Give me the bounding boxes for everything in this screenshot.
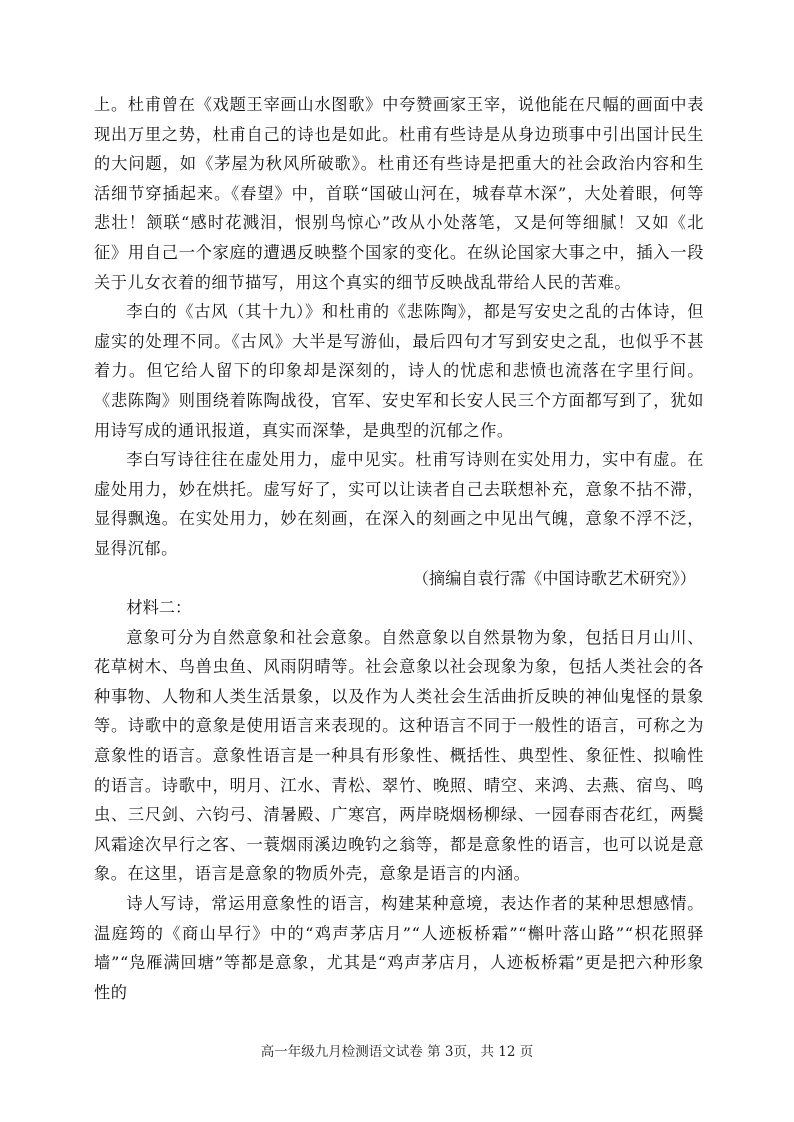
page-footer: 高一年级九月检测语文试卷 第 3页，共 12 页 (260, 1044, 534, 1060)
paragraph-xu-shi: 李白写诗往往在虚处用力，虚中见实。杜甫写诗则在实处用力，实中有虚。在虚处用力，妙在烘托。虚写好了，实可以让读者自己去联想补充，意象不拈不滞，显得飘逸。在实处用力，妙在刻画，在深入的刻画之中见出气魄，意象不浮不泛，显得沉郁。 (94, 450, 704, 558)
paragraph-poet-imagery: 诗人写诗，常运用意象性的语言，构建某种意境，表达作者的某种思想感情。温庭筠的《商山早行》中的“鸡声茅店月”“人迹板桥霜”“槲叶落山路”“枳花照驿墙”“凫雁满回塘”等都是意象，尤其是“鸡声茅店月，人迹板桥霜”更是把六种形象性的 (94, 894, 704, 1002)
paragraph-du-fu-detail: 上。杜甫曾在《戏题王宰画山水图歌》中夸赞画家王宰，说他能在尺幅的画面中表现出万里之势，杜甫自己的诗也是如此。杜甫有些诗是从身边琐事中引出国计民生的大问题，如《茅屋为秋风所破歌》。杜甫还有些诗是把重大的社会政治内容和生活细节穿插起来。《春望》中，首联“国破山河在，城春草木深”，大处着眼，何等悲壮！颔联“感时花溅泪，恨别鸟惊心”改从小处落笔，又是何等细腻！又如《北征》用自己一个家庭的遭遇反映整个国家的变化。在纵论国家大事之中，插入一段关于儿女衣着的细节描写，用这个真实的细节反映战乱带给人民的苦难。 (94, 95, 704, 292)
document-body (94, 90, 704, 1007)
source-citation: （摘编自袁行霈《中国诗歌艺术研究》） (412, 568, 696, 588)
paragraph-imagery-types: 意象可分为自然意象和社会意象。自然意象以自然景物为象，包括日月山川、花草树木、鸟兽虫鱼、风雨阴晴等。社会意象以社会现象为象，包括人类社会的各种事物、人物和人类生活景象，以及作为人类社会生活曲折反映的神仙鬼怪的景象等。诗歌中的意象是使用语言来表现的。这种语言不同于一般性的语言，可称之为意象性的语言。意象性语言是一种具有形象性、概括性、典型性、象征性、拟喻性的语言。诗歌中，明月、江水、青松、翠竹、晚照、晴空、来鸿、去燕、宿鸟、鸣虫、三尺剑、六钧弓、清暑殿、广寒宫，两岸晓烟杨柳绿、一园春雨杏花红，两鬓风霜途次早行之客、一蓑烟雨溪边晚钓之翁等，都是意象性的语言，也可以说是意象。在这里，语言是意象的物质外壳，意象是语言的内涵。 (94, 627, 704, 884)
paragraph-li-bai-du-fu-comparison: 李白的《古风（其十九）》和杜甫的《悲陈陶》，都是写安史之乱的古体诗，但虚实的处理不同。《古风》大半是写游仙，最后四句才写到安史之乱，也似乎不甚着力。但它给人留下的印象却是深刻的，诗人的忧虑和悲愤也流落在字里行间。《悲陈陶》则围绕着陈陶战役，官军、安史军和长安人民三个方面都写到了，犹如用诗写成的通讯报道，真实而深挚，是典型的沉郁之作。 (94, 302, 704, 440)
material-two-heading: 材料二： (126, 598, 192, 618)
